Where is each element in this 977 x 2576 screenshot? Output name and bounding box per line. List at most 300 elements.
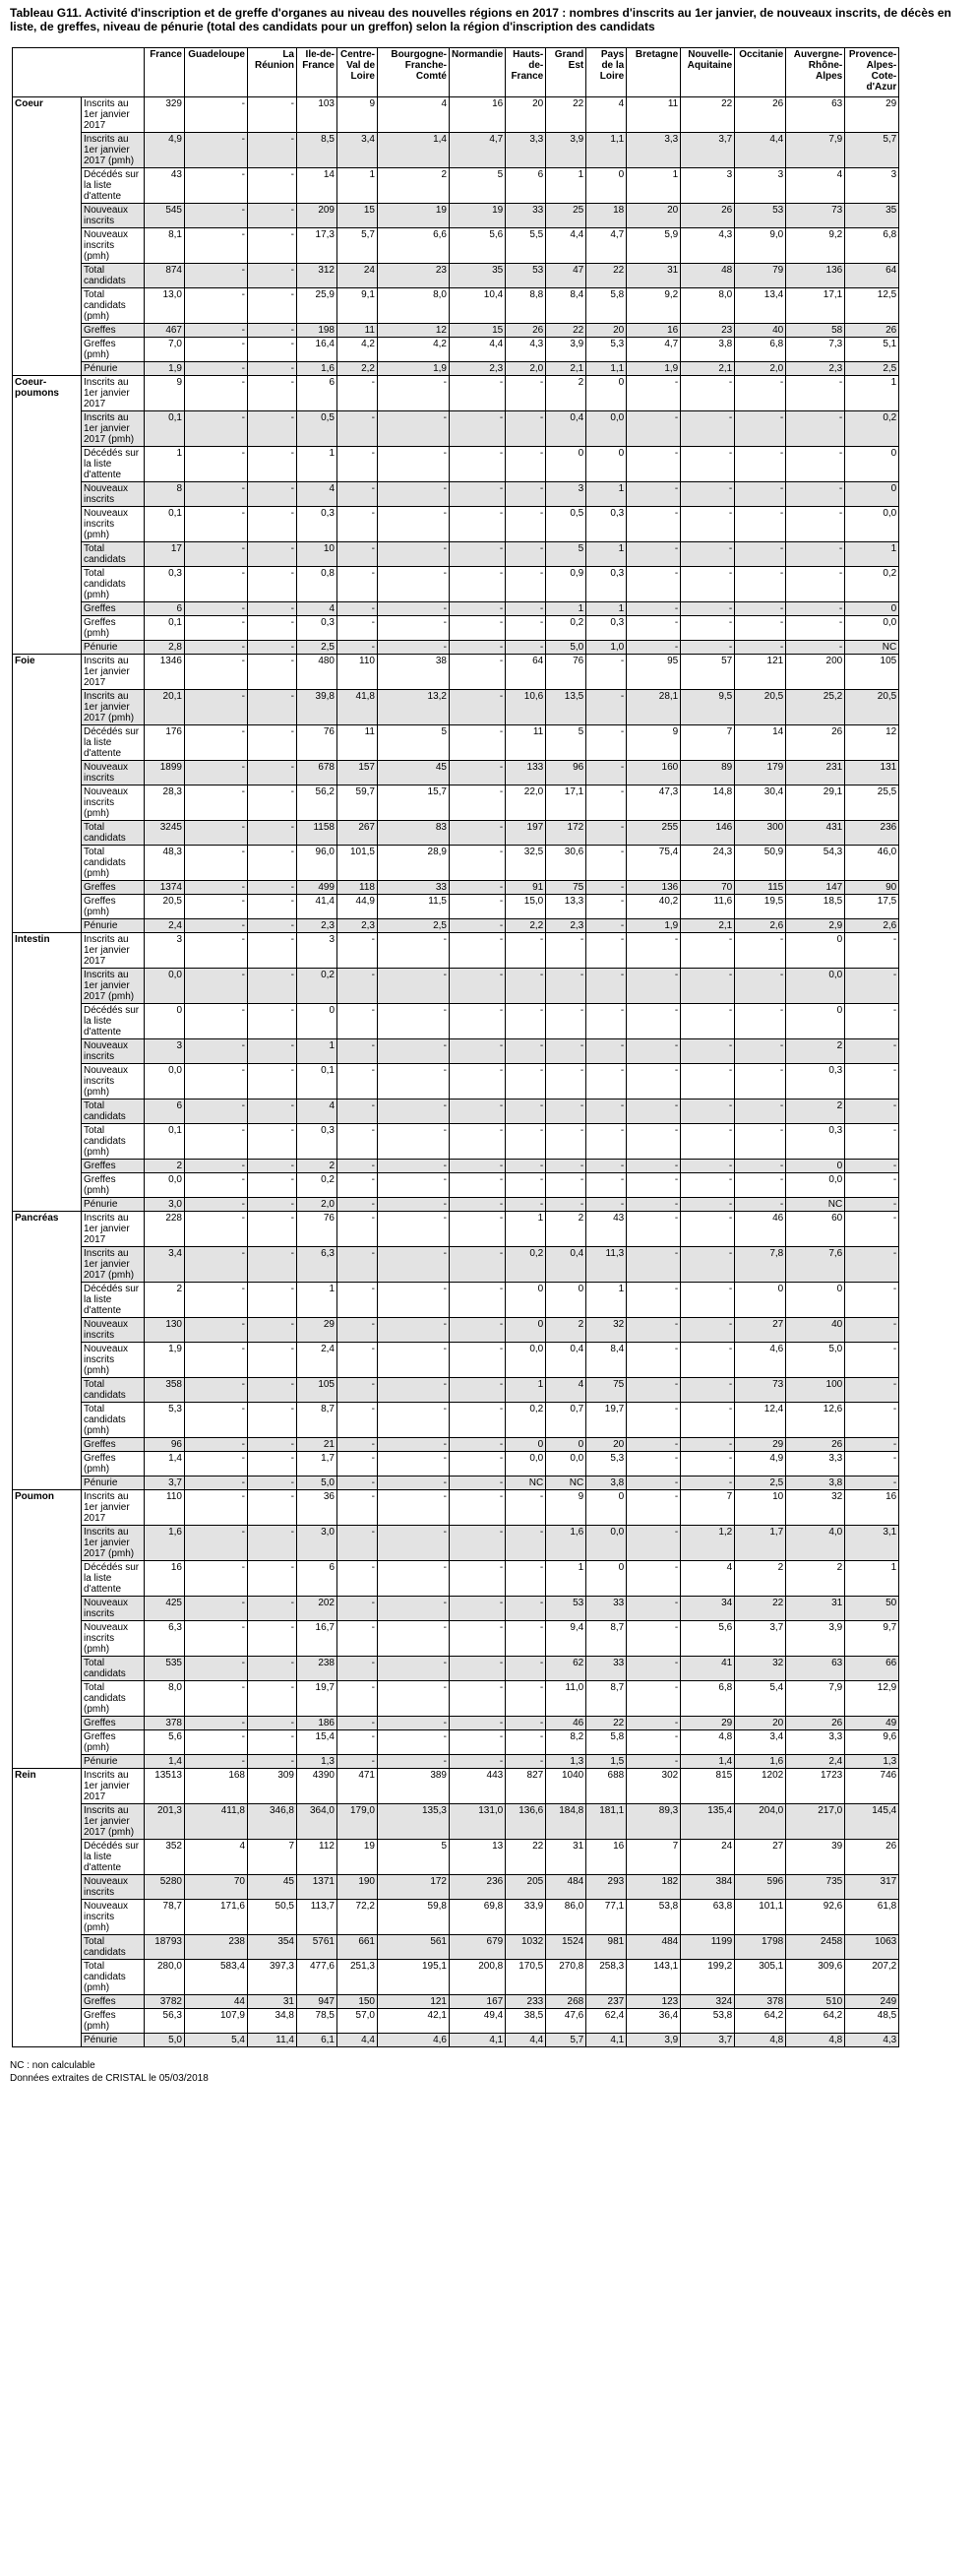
value-cell: - <box>450 447 506 482</box>
value-cell: - <box>185 933 248 969</box>
column-header: Nouvelle-Aquitaine <box>681 48 735 97</box>
value-cell: - <box>450 725 506 761</box>
value-cell: 28,9 <box>378 846 450 881</box>
value-cell: 4,3 <box>681 228 735 264</box>
value-cell: 200 <box>786 655 845 690</box>
value-cell: - <box>337 542 378 567</box>
organ-label: Foie <box>13 655 82 933</box>
value-cell: - <box>378 1621 450 1657</box>
value-cell: 7,9 <box>786 133 845 168</box>
value-cell: 26 <box>506 324 546 338</box>
value-cell: 5,0 <box>145 2034 185 2047</box>
value-cell: - <box>627 1247 681 1283</box>
value-cell: 2 <box>786 1561 845 1597</box>
value-cell: - <box>506 567 546 602</box>
value-cell: - <box>506 542 546 567</box>
value-cell: - <box>627 1212 681 1247</box>
value-cell: 6,1 <box>297 2034 337 2047</box>
value-cell: 14 <box>297 168 337 204</box>
value-cell: 1524 <box>546 1935 586 1960</box>
value-cell: - <box>627 933 681 969</box>
value-cell: - <box>185 1490 248 1526</box>
value-cell: 2,0 <box>735 362 786 376</box>
value-cell: - <box>185 507 248 542</box>
value-cell: - <box>185 690 248 725</box>
value-cell: 170,5 <box>506 1960 546 1995</box>
value-cell: NC <box>845 641 899 655</box>
value-cell: 0,3 <box>297 616 337 641</box>
value-cell: 6 <box>145 602 185 616</box>
value-cell: 1,3 <box>546 1755 586 1769</box>
value-cell: 78,7 <box>145 1900 185 1935</box>
indicator-label: Pénurie <box>82 919 145 933</box>
value-cell: - <box>735 567 786 602</box>
value-cell: 35 <box>845 204 899 228</box>
value-cell: - <box>627 567 681 602</box>
value-cell: - <box>337 1039 378 1064</box>
value-cell: - <box>378 1378 450 1403</box>
value-cell: 29 <box>845 97 899 133</box>
value-cell: 89,3 <box>627 1804 681 1840</box>
value-cell: - <box>248 204 297 228</box>
value-cell: 4,4 <box>506 2034 546 2047</box>
value-cell: - <box>248 1755 297 1769</box>
value-cell: - <box>506 969 546 1004</box>
value-cell: 171,6 <box>185 1900 248 1935</box>
value-cell: 112 <box>297 1840 337 1875</box>
value-cell: - <box>735 411 786 447</box>
value-cell: - <box>450 1452 506 1476</box>
value-cell: 3,9 <box>546 133 586 168</box>
table-row <box>13 1769 899 1804</box>
value-cell: 2,4 <box>297 1343 337 1378</box>
value-cell: 20,5 <box>735 690 786 725</box>
value-cell: 378 <box>735 1995 786 2009</box>
value-cell: - <box>337 933 378 969</box>
table-row <box>13 1173 899 1198</box>
value-cell: 168 <box>185 1769 248 1804</box>
value-cell: 0,2 <box>845 567 899 602</box>
value-cell: 47,3 <box>627 785 681 821</box>
note-source: Données extraites de CRISTAL le 05/03/2018 <box>10 2073 209 2084</box>
value-cell: - <box>378 1597 450 1621</box>
value-cell: - <box>248 133 297 168</box>
value-cell: 1,3 <box>845 1755 899 1769</box>
value-cell: - <box>248 411 297 447</box>
table-row <box>13 655 899 690</box>
value-cell: 24 <box>337 264 378 288</box>
value-cell: 1199 <box>681 1935 735 1960</box>
value-cell: 0 <box>546 1438 586 1452</box>
indicator-label: Greffes <box>82 324 145 338</box>
value-cell: 13513 <box>145 1769 185 1804</box>
value-cell: 105 <box>297 1378 337 1403</box>
value-cell: 4,3 <box>506 338 546 362</box>
value-cell: 4,6 <box>378 2034 450 2047</box>
value-cell: - <box>845 1160 899 1173</box>
value-cell: 0,0 <box>145 1064 185 1100</box>
table-row <box>13 616 899 641</box>
value-cell: 56,3 <box>145 2009 185 2034</box>
value-cell: - <box>681 1343 735 1378</box>
value-cell: - <box>185 1198 248 1212</box>
value-cell: - <box>627 1621 681 1657</box>
value-cell: - <box>627 1318 681 1343</box>
value-cell: 121 <box>735 655 786 690</box>
value-cell: 121 <box>378 1995 450 2009</box>
value-cell: - <box>185 1561 248 1597</box>
value-cell: - <box>185 1730 248 1755</box>
column-header: Pays de la Loire <box>586 48 627 97</box>
value-cell: 0 <box>845 602 899 616</box>
value-cell: 13,2 <box>378 690 450 725</box>
value-cell: 0 <box>845 482 899 507</box>
value-cell: 0 <box>735 1283 786 1318</box>
value-cell: - <box>681 969 735 1004</box>
value-cell: - <box>506 1173 546 1198</box>
indicator-label: Greffes <box>82 602 145 616</box>
table-row <box>13 338 899 362</box>
value-cell: 309 <box>248 1769 297 1804</box>
value-cell: 4 <box>546 1378 586 1403</box>
value-cell: 425 <box>145 1597 185 1621</box>
value-cell: - <box>845 1039 899 1064</box>
value-cell: 41,8 <box>337 690 378 725</box>
value-cell: 6,8 <box>845 228 899 264</box>
indicator-label: Greffes <box>82 881 145 895</box>
indicator-label: Total candidats (pmh) <box>82 567 145 602</box>
table-row <box>13 376 899 411</box>
value-cell: - <box>248 1476 297 1490</box>
indicator-label: Nouveaux inscrits (pmh) <box>82 1900 145 1935</box>
value-cell: 0 <box>546 447 586 482</box>
value-cell: 40,2 <box>627 895 681 919</box>
value-cell: 5,7 <box>845 133 899 168</box>
value-cell: - <box>248 1198 297 1212</box>
value-cell: 96 <box>145 1438 185 1452</box>
table-row <box>13 1283 899 1318</box>
value-cell: - <box>248 1730 297 1755</box>
value-cell: 101,1 <box>735 1900 786 1935</box>
indicator-label: Inscrits au 1er janvier 2017 <box>82 376 145 411</box>
value-cell: - <box>845 1198 899 1212</box>
value-cell: - <box>681 1378 735 1403</box>
value-cell: 309,6 <box>786 1960 845 1995</box>
value-cell: 195,1 <box>378 1960 450 1995</box>
value-cell: 16,7 <box>297 1621 337 1657</box>
value-cell: 480 <box>297 655 337 690</box>
value-cell: 2,3 <box>546 919 586 933</box>
column-header: Bourgogne-Franche-Comté <box>378 48 450 97</box>
value-cell: 89 <box>681 761 735 785</box>
value-cell: 77,1 <box>586 1900 627 1935</box>
value-cell: 22 <box>586 1717 627 1730</box>
value-cell: 39,8 <box>297 690 337 725</box>
value-cell: 3 <box>681 168 735 204</box>
value-cell: 5,3 <box>145 1403 185 1438</box>
value-cell: - <box>450 969 506 1004</box>
value-cell: 123 <box>627 1995 681 2009</box>
value-cell: 5 <box>450 168 506 204</box>
value-cell: 0,0 <box>145 969 185 1004</box>
indicator-label: Total candidats <box>82 1657 145 1681</box>
value-cell: 64,2 <box>786 2009 845 2034</box>
value-cell: - <box>845 1476 899 1490</box>
column-header: Provence-Alpes-Cote-d'Azur <box>845 48 899 97</box>
value-cell: - <box>845 1343 899 1378</box>
value-cell: - <box>627 1198 681 1212</box>
table-row <box>13 1840 899 1875</box>
value-cell: - <box>248 447 297 482</box>
indicator-label: Inscrits au 1er janvier 2017 (pmh) <box>82 411 145 447</box>
value-cell: - <box>845 1247 899 1283</box>
value-cell: 16 <box>586 1840 627 1875</box>
value-cell: - <box>185 264 248 288</box>
value-cell: 14,8 <box>681 785 735 821</box>
value-cell: 5,8 <box>586 1730 627 1755</box>
value-cell: 0,3 <box>786 1124 845 1160</box>
value-cell: - <box>378 1755 450 1769</box>
value-cell: 9 <box>337 97 378 133</box>
indicator-label: Nouveaux inscrits <box>82 204 145 228</box>
value-cell: - <box>627 641 681 655</box>
value-cell: 300 <box>735 821 786 846</box>
value-cell: - <box>185 616 248 641</box>
value-cell: 9 <box>546 1490 586 1526</box>
value-cell: 8,8 <box>506 288 546 324</box>
value-cell: - <box>185 1378 248 1403</box>
value-cell: 2,4 <box>145 919 185 933</box>
value-cell: 38,5 <box>506 2009 546 2034</box>
value-cell: 8,4 <box>586 1343 627 1378</box>
value-cell: 1 <box>586 482 627 507</box>
value-cell: 22 <box>546 324 586 338</box>
value-cell: 484 <box>627 1935 681 1960</box>
value-cell: 143,1 <box>627 1960 681 1995</box>
value-cell: 36 <box>297 1490 337 1526</box>
value-cell: - <box>735 482 786 507</box>
value-cell: - <box>248 602 297 616</box>
table-row <box>13 846 899 881</box>
value-cell: - <box>378 1173 450 1198</box>
value-cell: - <box>586 1100 627 1124</box>
value-cell: 9,2 <box>627 288 681 324</box>
value-cell: 167 <box>450 1995 506 2009</box>
value-cell: - <box>450 919 506 933</box>
value-cell: 6,3 <box>297 1247 337 1283</box>
value-cell: 101,5 <box>337 846 378 881</box>
value-cell: 0,4 <box>546 411 586 447</box>
value-cell: 0,1 <box>145 411 185 447</box>
value-cell: 1 <box>337 168 378 204</box>
value-cell: 26 <box>735 97 786 133</box>
value-cell: 50,5 <box>248 1900 297 1935</box>
value-cell: 20,5 <box>845 690 899 725</box>
indicator-label: Total candidats <box>82 264 145 288</box>
value-cell: - <box>378 1476 450 1490</box>
value-cell: - <box>546 1100 586 1124</box>
value-cell: - <box>506 616 546 641</box>
value-cell: 26 <box>786 1717 845 1730</box>
value-cell: 75,4 <box>627 846 681 881</box>
value-cell: 1,6 <box>546 1526 586 1561</box>
value-cell: - <box>681 1212 735 1247</box>
table-row <box>13 1995 899 2009</box>
value-cell: 0 <box>786 1283 845 1318</box>
value-cell: 0,2 <box>506 1247 546 1283</box>
value-cell: - <box>506 376 546 411</box>
value-cell: 5,4 <box>185 2034 248 2047</box>
value-cell: 3,9 <box>786 1621 845 1657</box>
value-cell: - <box>681 602 735 616</box>
value-cell: - <box>378 933 450 969</box>
value-cell: 2 <box>546 1212 586 1247</box>
value-cell: 42,1 <box>378 2009 450 2034</box>
value-cell: 5,9 <box>627 228 681 264</box>
table-row <box>13 1717 899 1730</box>
value-cell: - <box>735 616 786 641</box>
value-cell: - <box>627 1490 681 1526</box>
value-cell: 7,8 <box>735 1247 786 1283</box>
value-cell: 4 <box>786 168 845 204</box>
value-cell: - <box>506 1064 546 1100</box>
value-cell: - <box>586 933 627 969</box>
value-cell: 0,2 <box>506 1403 546 1438</box>
value-cell: - <box>586 1064 627 1100</box>
value-cell: 20,5 <box>145 895 185 919</box>
value-cell: 3,7 <box>735 1621 786 1657</box>
value-cell: 15,7 <box>378 785 450 821</box>
value-cell: - <box>248 641 297 655</box>
value-cell: - <box>248 1343 297 1378</box>
value-cell: 236 <box>450 1875 506 1900</box>
value-cell: - <box>845 1318 899 1343</box>
table-row <box>13 133 899 168</box>
value-cell: - <box>185 1160 248 1173</box>
value-cell: 59,7 <box>337 785 378 821</box>
value-cell: 267 <box>337 821 378 846</box>
indicator-label: Greffes <box>82 1717 145 1730</box>
value-cell: - <box>627 542 681 567</box>
value-cell: 3,3 <box>627 133 681 168</box>
value-cell: - <box>845 1283 899 1318</box>
value-cell: - <box>506 1490 546 1526</box>
value-cell: 981 <box>586 1935 627 1960</box>
value-cell: 1040 <box>546 1769 586 1804</box>
value-cell: 26 <box>845 1840 899 1875</box>
value-cell: - <box>786 411 845 447</box>
table-row <box>13 1875 899 1900</box>
value-cell: 471 <box>337 1769 378 1804</box>
value-cell: - <box>185 482 248 507</box>
value-cell: 50,9 <box>735 846 786 881</box>
indicator-label: Total candidats (pmh) <box>82 1681 145 1717</box>
value-cell: - <box>337 641 378 655</box>
table-row <box>13 1681 899 1717</box>
value-cell: 236 <box>845 821 899 846</box>
value-cell: 4 <box>297 1100 337 1124</box>
value-cell: 3,0 <box>297 1526 337 1561</box>
value-cell: 110 <box>337 655 378 690</box>
value-cell: - <box>586 895 627 919</box>
value-cell: 312 <box>297 264 337 288</box>
value-cell: - <box>248 567 297 602</box>
value-cell: NC <box>786 1198 845 1212</box>
value-cell: 60 <box>786 1212 845 1247</box>
value-cell: - <box>681 507 735 542</box>
value-cell: 3,3 <box>786 1730 845 1755</box>
value-cell: 0,9 <box>546 567 586 602</box>
value-cell: 62,4 <box>586 2009 627 2034</box>
value-cell: - <box>735 1100 786 1124</box>
value-cell: - <box>506 1124 546 1160</box>
value-cell: - <box>185 362 248 376</box>
value-cell: - <box>337 376 378 411</box>
value-cell: - <box>586 1039 627 1064</box>
value-cell: 70 <box>185 1875 248 1900</box>
value-cell: - <box>681 1318 735 1343</box>
value-cell: - <box>450 761 506 785</box>
value-cell: 0 <box>586 447 627 482</box>
value-cell: - <box>681 482 735 507</box>
value-cell: 0,1 <box>145 507 185 542</box>
value-cell: - <box>627 376 681 411</box>
indicator-label: Greffes (pmh) <box>82 1452 145 1476</box>
value-cell: 9,6 <box>845 1730 899 1755</box>
value-cell: - <box>378 1039 450 1064</box>
value-cell: 43 <box>145 168 185 204</box>
indicator-label: Pénurie <box>82 1755 145 1769</box>
value-cell: 6 <box>297 376 337 411</box>
indicator-label: Total candidats <box>82 1100 145 1124</box>
value-cell: - <box>627 1526 681 1561</box>
value-cell: 57,0 <box>337 2009 378 2034</box>
value-cell: 384 <box>681 1875 735 1900</box>
value-cell: 50 <box>845 1597 899 1621</box>
value-cell: 1371 <box>297 1875 337 1900</box>
header-row <box>13 48 899 97</box>
value-cell: 2 <box>378 168 450 204</box>
indicator-label: Total candidats <box>82 1378 145 1403</box>
value-cell: 1,9 <box>627 919 681 933</box>
indicator-label: Greffes (pmh) <box>82 338 145 362</box>
value-cell: 0,5 <box>546 507 586 542</box>
value-cell: 131,0 <box>450 1804 506 1840</box>
column-header: France <box>145 48 185 97</box>
value-cell: - <box>450 821 506 846</box>
value-cell: - <box>337 1173 378 1198</box>
value-cell: - <box>248 338 297 362</box>
value-cell: - <box>627 602 681 616</box>
value-cell: 75 <box>586 1378 627 1403</box>
value-cell: 4,2 <box>378 338 450 362</box>
value-cell: 3,1 <box>845 1526 899 1561</box>
value-cell: 31 <box>786 1597 845 1621</box>
value-cell: - <box>248 821 297 846</box>
value-cell: 2458 <box>786 1935 845 1960</box>
value-cell: - <box>248 1124 297 1160</box>
value-cell: 12,4 <box>735 1403 786 1438</box>
value-cell: - <box>627 1100 681 1124</box>
value-cell: 0,8 <box>297 567 337 602</box>
value-cell: 5280 <box>145 1875 185 1900</box>
value-cell: 4,9 <box>735 1452 786 1476</box>
value-cell: - <box>546 1198 586 1212</box>
value-cell: - <box>378 376 450 411</box>
value-cell: 3,9 <box>546 338 586 362</box>
organ-label: Poumon <box>13 1490 82 1769</box>
value-cell: 0 <box>786 933 845 969</box>
